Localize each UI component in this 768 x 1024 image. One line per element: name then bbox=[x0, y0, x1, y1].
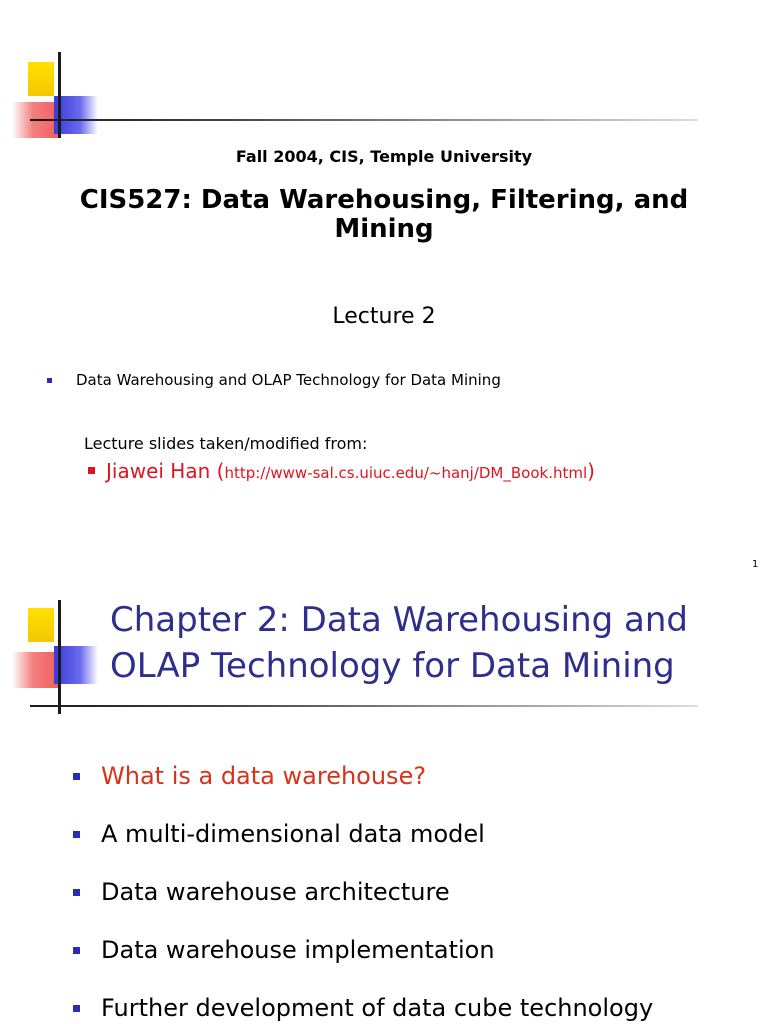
agenda-item: A multi-dimensional data model bbox=[101, 820, 485, 848]
square-bullet-icon bbox=[73, 889, 80, 896]
page-number: 1 bbox=[752, 559, 759, 570]
agenda-item: Further development of data cube technology bbox=[101, 994, 654, 1022]
lecture-topic: Data Warehousing and OLAP Technology for Data Mining bbox=[76, 371, 501, 389]
chapter-title: Chapter 2: Data Warehousing and OLAP Technology for Data Mining bbox=[110, 600, 689, 686]
header-rule bbox=[30, 119, 698, 121]
agenda-item: Data warehouse architecture bbox=[101, 878, 450, 906]
header-rule bbox=[30, 705, 698, 707]
lecture-number: Lecture 2 bbox=[332, 304, 436, 329]
square-bullet-icon bbox=[47, 378, 52, 383]
agenda-item: Data warehouse implementation bbox=[101, 936, 495, 964]
reference-author: Jiawei Han bbox=[106, 459, 211, 483]
square-bullet-icon bbox=[73, 947, 80, 954]
slide-2 bbox=[0, 578, 768, 1024]
red-square-bullet-icon bbox=[88, 467, 95, 474]
source-intro: Lecture slides taken/modified from: bbox=[84, 434, 368, 453]
quadrant-squares-logo-icon bbox=[0, 0, 110, 150]
agenda-item-current: What is a data warehouse? bbox=[101, 762, 427, 790]
quadrant-squares-logo-icon bbox=[0, 578, 110, 738]
reference-close-paren: ) bbox=[587, 459, 595, 483]
reference-open-paren: ( bbox=[210, 459, 225, 483]
course-title: CIS527: Data Warehousing, Filtering, and Mining bbox=[79, 185, 689, 244]
reference-url-link[interactable]: http://www-sal.cs.uiuc.edu/~hanj/DM_Book.html bbox=[224, 464, 588, 482]
course-term-subtitle: Fall 2004, CIS, Temple University bbox=[235, 147, 533, 166]
square-bullet-icon bbox=[73, 773, 80, 780]
square-bullet-icon bbox=[73, 1005, 80, 1012]
square-bullet-icon bbox=[73, 831, 80, 838]
reference-line bbox=[106, 459, 595, 483]
